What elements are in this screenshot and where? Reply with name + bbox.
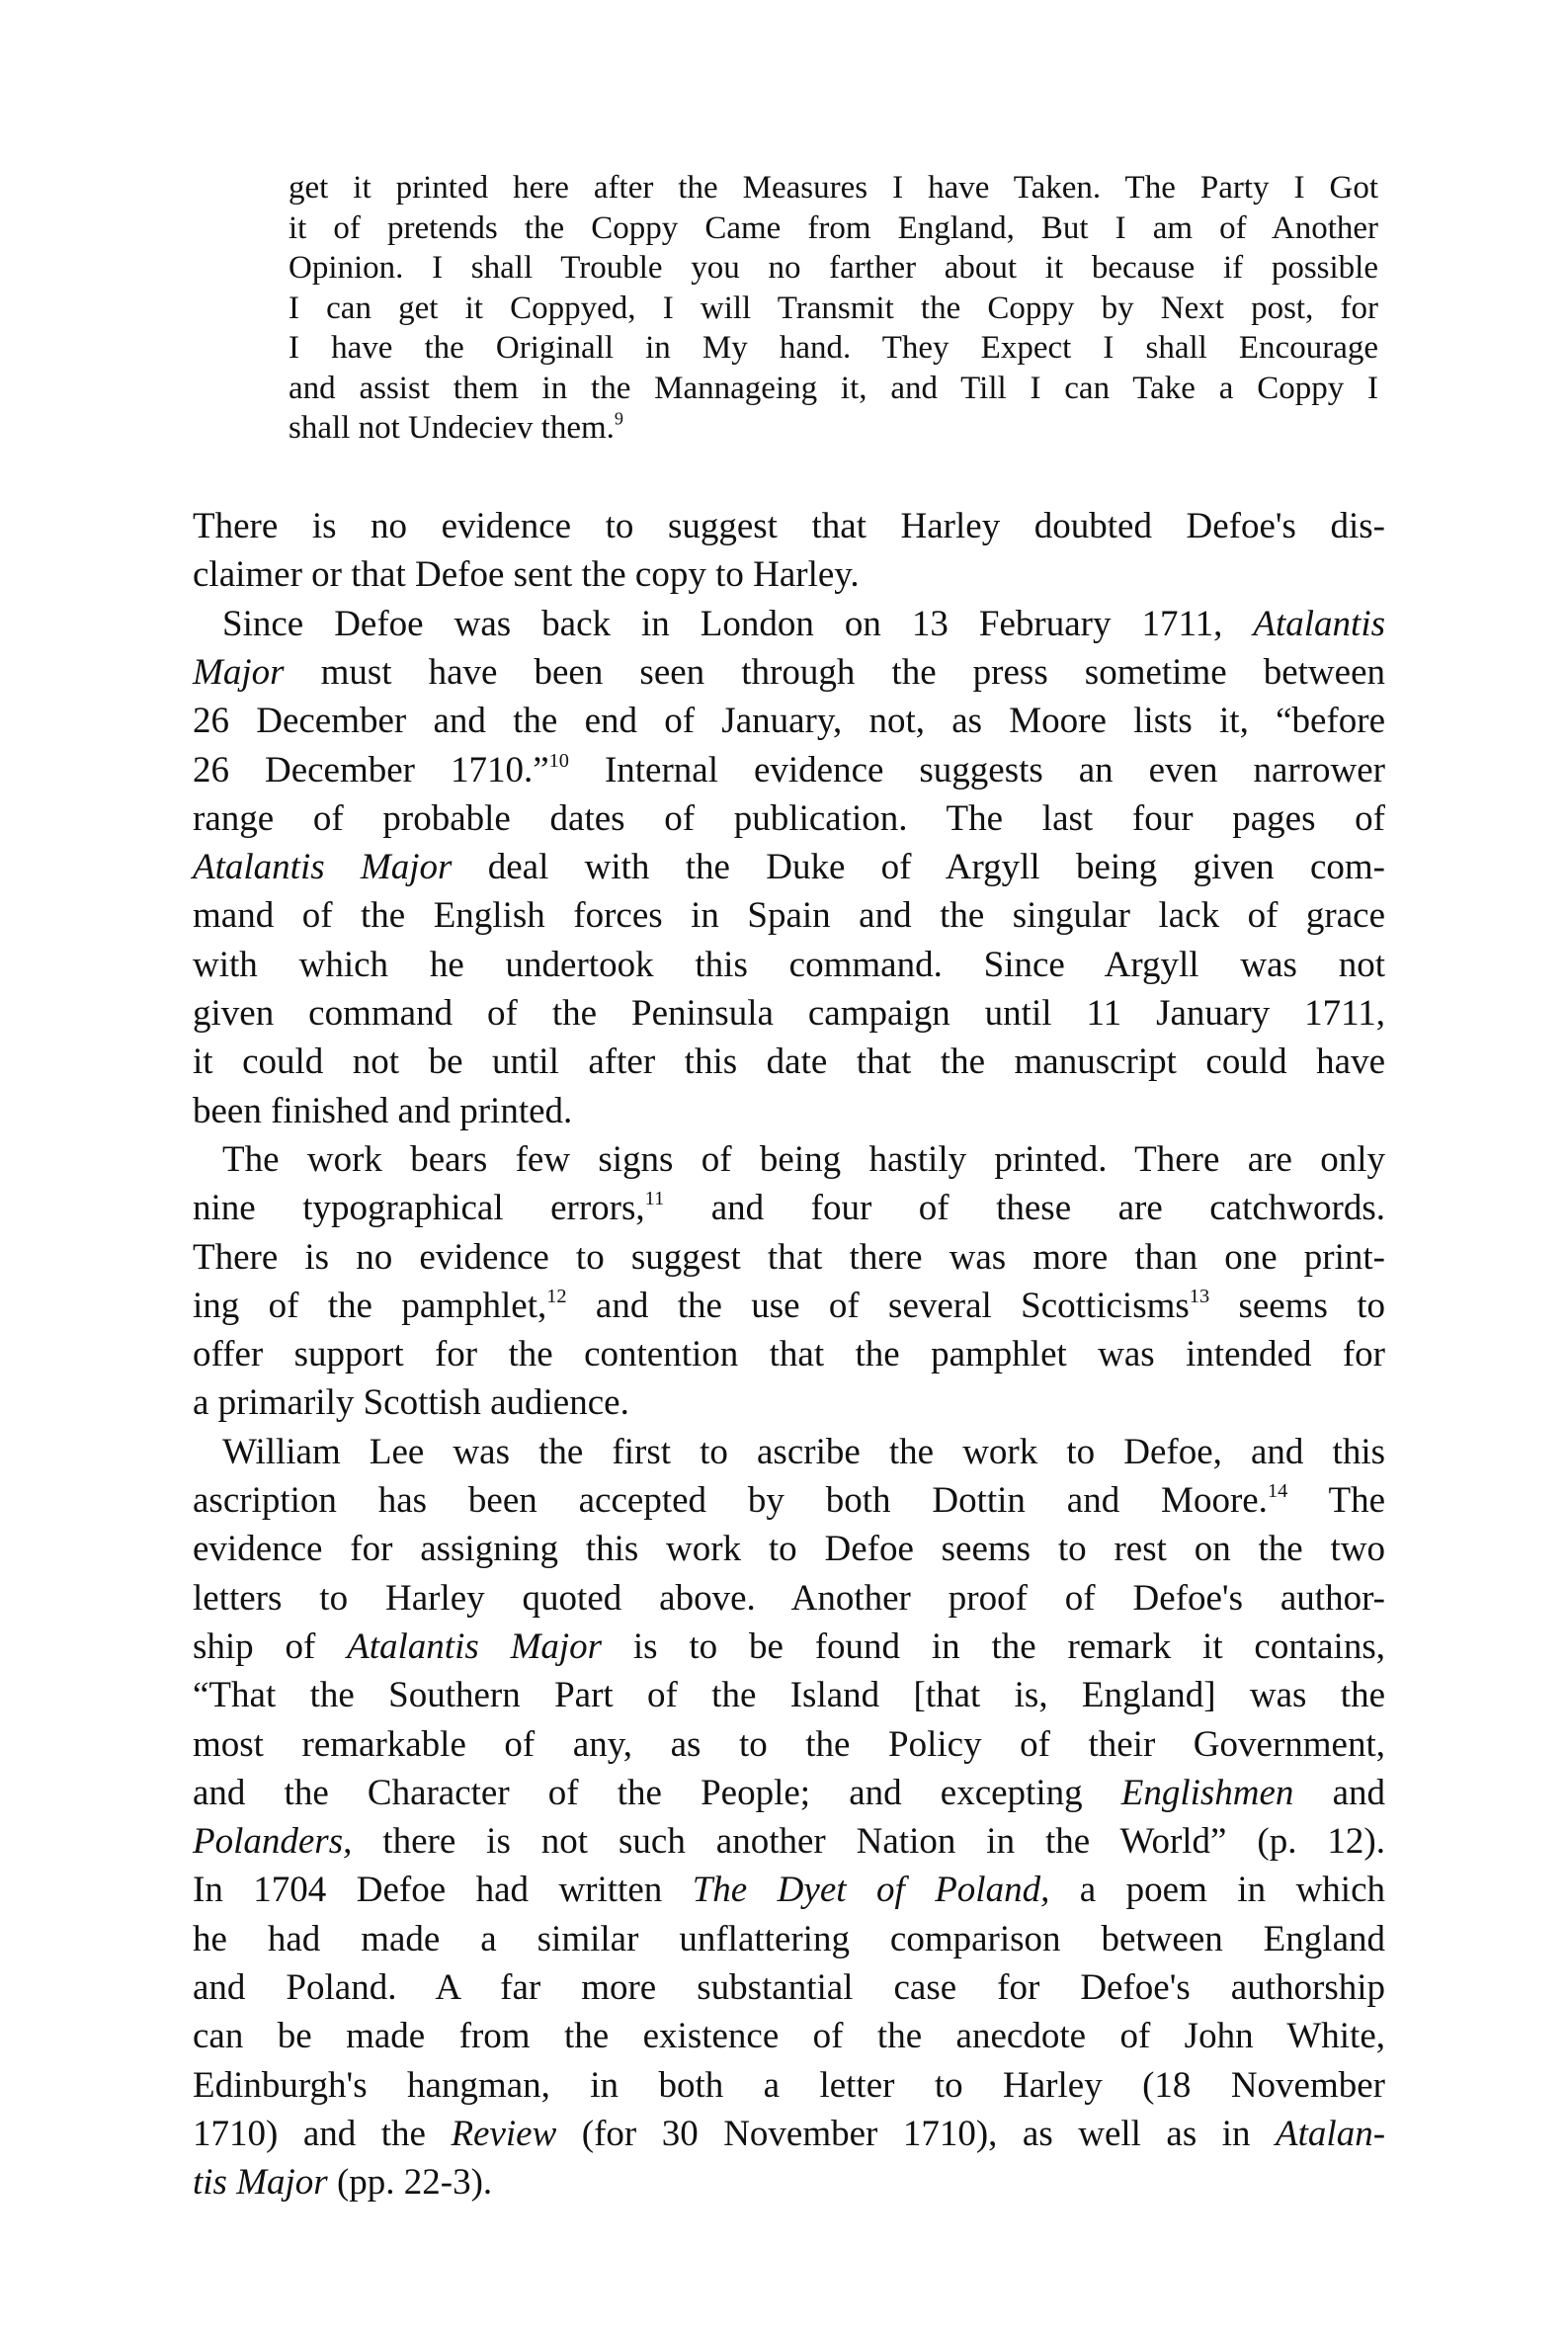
text-run: he had made a similar unflattering comparison between England: [193, 1918, 1385, 1959]
body-line: [193, 2110, 1385, 2158]
italic-text: tis Major: [193, 2162, 328, 2204]
text-run: nine typographical errors,: [193, 1188, 645, 1229]
quote-line: [289, 328, 1378, 368]
quote-line: [289, 408, 1378, 448]
body-line: [193, 2012, 1385, 2060]
text-run: range of probable dates of publication. The last four pages of: [193, 797, 1385, 839]
text-run: offer support for the contention that the pamphlet was intended for: [193, 1334, 1385, 1375]
text-run: seems to: [1209, 1285, 1386, 1326]
text-run: a poem in which: [1049, 1870, 1385, 1911]
body-line: [193, 697, 1385, 745]
text-run: 1710) and the: [193, 2113, 452, 2154]
body-line: [193, 1574, 1385, 1623]
body-line: [193, 1769, 1385, 1817]
footnote-ref: 11: [644, 1187, 665, 1209]
text-run: and Poland. A far more substantial case for Defoe's authorship: [193, 1967, 1385, 2008]
text-run: evidence for assigning this work to Defoe seems to rest on the two: [193, 1529, 1385, 1570]
body-line: [193, 2158, 1385, 2207]
text-run: most remarkable of any, as to the Policy of their Government,: [193, 1723, 1385, 1765]
text-run: The work bears few signs of being hastily printed. There are only: [222, 1138, 1385, 1180]
italic-text: Atalantis: [1253, 603, 1385, 644]
text-run: 26 December 1710.”: [193, 749, 549, 791]
text-run: The: [1287, 1480, 1385, 1521]
italic-text: Major: [193, 651, 285, 693]
quote-line: [289, 208, 1378, 248]
text-run: with which he undertook this command. Since Argyll was not: [193, 944, 1385, 985]
italic-text: Atalan-: [1276, 2113, 1386, 2154]
body-line: [193, 843, 1385, 891]
body-line: [193, 1915, 1385, 1963]
text-run: and four of these are catchwords.: [664, 1188, 1385, 1229]
text-run: shall not Undeciev them.: [289, 410, 615, 446]
italic-text: Atalantis Major: [347, 1625, 603, 1667]
text-run: letters to Harley quoted above. Another proof of Defoe's author-: [193, 1577, 1385, 1619]
italic-text: Atalantis Major: [193, 847, 453, 888]
text-run: and the Character of the People; and excepting: [193, 1772, 1121, 1813]
text-run: ascription has been accepted by both Dottin and Moore.: [193, 1480, 1268, 1521]
text-run: it of pretends the Coppy Came from England, But I am of Another: [289, 209, 1378, 246]
body-line: [193, 1623, 1385, 1671]
text-run: ship of: [193, 1625, 348, 1667]
text-run: There is no evidence to suggest that Harley doubted Defoe's dis-: [193, 506, 1385, 546]
body-line: [193, 2061, 1385, 2110]
text-run: is to be found in the remark it contains,: [602, 1625, 1385, 1667]
text-run: (for 30 November 1710), as well as in: [556, 2113, 1277, 2154]
text-run: and assist them in the Mannageing it, and Till I can Take a Coppy I: [289, 370, 1378, 406]
footnote-ref: 12: [546, 1285, 567, 1307]
italic-text: Review: [451, 2113, 557, 2154]
body-line: [193, 600, 1385, 648]
text-run: (pp. 22-3).: [327, 2162, 493, 2204]
text-run: a primarily Scottish audience.: [193, 1382, 629, 1424]
body-line: [193, 1135, 1385, 1184]
body-line: [193, 648, 1385, 697]
text-run: it could not be until after this date that the manuscript could have: [193, 1041, 1385, 1083]
text-run: given command of the Peninsula campaign until 11 January 1711,: [193, 993, 1385, 1034]
body-line: [193, 1038, 1385, 1086]
body-line: [193, 1671, 1385, 1719]
text-run: Internal evidence suggests an even narrower: [568, 749, 1385, 791]
text-run: there is not such another Nation in the World” (p. 12).: [352, 1821, 1385, 1863]
body-line: [193, 941, 1385, 989]
text-run: and the use of several Scotticisms: [566, 1285, 1190, 1326]
text-run: mand of the English forces in Spain and the singular lack of grace: [193, 895, 1385, 937]
body-line: [193, 1233, 1385, 1282]
quote-line: [289, 168, 1378, 208]
body-line: [193, 1378, 1385, 1427]
body-line: [193, 1525, 1385, 1573]
text-run: I have the Originall in My hand. They Expect I shall Encourage: [289, 330, 1378, 366]
text-run: and: [1293, 1772, 1385, 1813]
body-line: [193, 1817, 1385, 1866]
text-run: Opinion. I shall Trouble you no farther about it because if possible: [289, 250, 1378, 286]
body-line: [193, 746, 1385, 794]
body-line: [193, 550, 1385, 599]
footnote-ref: 10: [548, 749, 569, 772]
text-run: Since Defoe was back in London on 13 February 1711,: [222, 603, 1254, 644]
body-line: [193, 1866, 1385, 1914]
italic-text: The Dyet of Poland,: [692, 1870, 1050, 1911]
text-run: ing of the pamphlet,: [193, 1285, 547, 1326]
text-run: 26 December and the end of January, not, as Moore lists it, “before: [193, 701, 1385, 742]
italic-text: Englishmen: [1120, 1772, 1294, 1813]
body-line: [193, 1184, 1385, 1232]
italic-text: Polanders,: [193, 1821, 353, 1863]
body-line: [193, 502, 1385, 550]
body-line: [193, 989, 1385, 1038]
body-line: [193, 1087, 1385, 1135]
body-line: [193, 1428, 1385, 1476]
text-run: I can get it Coppyed, I will Transmit the Coppy by Next post, for: [289, 290, 1378, 326]
body-line: [193, 1720, 1385, 1769]
text-run: can be made from the existence of the anecdote of John White,: [193, 2016, 1385, 2057]
text-run: must have been seen through the press sometime between: [284, 651, 1385, 693]
text-run: “That the Southern Part of the Island [that is, England] was the: [193, 1675, 1385, 1716]
text-run: been finished and printed.: [193, 1090, 573, 1131]
body-line: [193, 1476, 1385, 1525]
quote-line: [289, 369, 1378, 408]
footnote-ref: 14: [1267, 1479, 1288, 1502]
text-run: In 1704 Defoe had written: [193, 1870, 693, 1911]
quote-line: [289, 289, 1378, 328]
text-run: get it printed here after the Measures I have Taken. The Party I Got: [289, 170, 1378, 206]
body-line: [193, 794, 1385, 843]
footnote-ref: 9: [614, 408, 623, 429]
body-line: [193, 1282, 1385, 1330]
text-run: William Lee was the first to ascribe the work to Defoe, and this: [222, 1431, 1385, 1472]
text-run: deal with the Duke of Argyll being given com-: [452, 847, 1385, 888]
text-run: There is no evidence to suggest that there was more than one print-: [193, 1236, 1385, 1278]
body-line: [193, 1963, 1385, 2012]
body-line: [193, 891, 1385, 940]
footnote-ref: 13: [1189, 1285, 1210, 1307]
quote-line: [289, 248, 1378, 288]
text-run: Edinburgh's hangman, in both a letter to Harley (18 November: [193, 2064, 1385, 2106]
text-run: claimer or that Defoe sent the copy to Harley.: [193, 554, 860, 596]
body-line: [193, 1330, 1385, 1378]
